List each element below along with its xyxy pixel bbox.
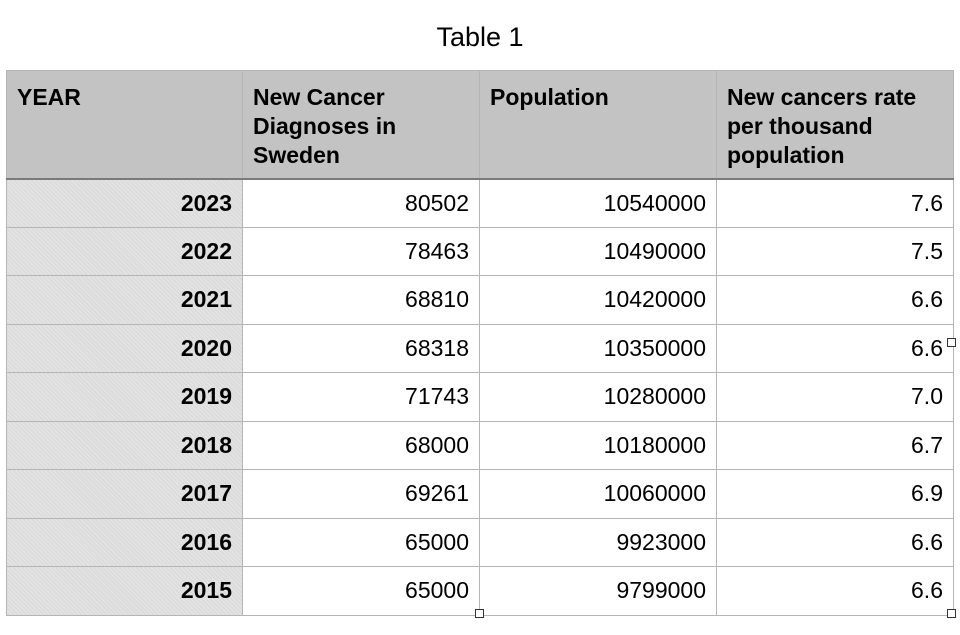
rate-cell[interactable]: 6.6 [717, 518, 954, 567]
year-cell[interactable]: 2023 [7, 179, 243, 228]
new-diagnoses-cell[interactable]: 65000 [243, 567, 480, 616]
table-row [7, 518, 954, 567]
rate-cell[interactable]: 6.6 [717, 276, 954, 325]
new-diagnoses-cell[interactable]: 78463 [243, 227, 480, 276]
table-row [7, 567, 954, 616]
header-cell-year[interactable]: YEAR [7, 71, 243, 179]
header-cell-population[interactable]: Population [480, 71, 717, 179]
year-cell[interactable]: 2022 [7, 227, 243, 276]
table-body [7, 179, 954, 616]
new-diagnoses-cell[interactable]: 80502 [243, 179, 480, 228]
new-diagnoses-cell[interactable]: 68318 [243, 324, 480, 373]
population-cell[interactable]: 10180000 [480, 421, 717, 470]
table-row [7, 470, 954, 519]
resize-handle-bottom-right[interactable] [947, 609, 956, 618]
table-row [7, 276, 954, 325]
year-cell[interactable]: 2017 [7, 470, 243, 519]
rate-cell[interactable]: 6.9 [717, 470, 954, 519]
new-diagnoses-cell[interactable]: 65000 [243, 518, 480, 567]
rate-cell[interactable]: 7.5 [717, 227, 954, 276]
header-cell-rate[interactable]: New cancers rate per thousand population [717, 71, 954, 179]
table-row [7, 373, 954, 422]
new-diagnoses-cell[interactable]: 68810 [243, 276, 480, 325]
table-header [7, 71, 954, 179]
new-diagnoses-cell[interactable]: 71743 [243, 373, 480, 422]
table-row [7, 227, 954, 276]
rate-cell[interactable]: 6.6 [717, 567, 954, 616]
population-cell[interactable]: 10420000 [480, 276, 717, 325]
population-cell[interactable]: 10350000 [480, 324, 717, 373]
population-cell[interactable]: 9923000 [480, 518, 717, 567]
population-cell[interactable]: 10060000 [480, 470, 717, 519]
table-row [7, 324, 954, 373]
population-cell[interactable]: 10540000 [480, 179, 717, 228]
rate-cell[interactable]: 7.6 [717, 179, 954, 228]
new-diagnoses-cell[interactable]: 69261 [243, 470, 480, 519]
new-diagnoses-cell[interactable]: 68000 [243, 421, 480, 470]
rate-cell[interactable]: 6.7 [717, 421, 954, 470]
year-cell[interactable]: 2020 [7, 324, 243, 373]
table-row [7, 179, 954, 228]
header-cell-new-cancer-diagnoses[interactable]: New Cancer Diagnoses in Sweden [243, 71, 480, 179]
population-cell[interactable]: 10280000 [480, 373, 717, 422]
population-cell[interactable]: 10490000 [480, 227, 717, 276]
year-cell[interactable]: 2018 [7, 421, 243, 470]
header-row [7, 71, 954, 179]
resize-handle-right-middle[interactable] [947, 338, 956, 347]
year-cell[interactable]: 2016 [7, 518, 243, 567]
year-cell[interactable]: 2015 [7, 567, 243, 616]
data-table[interactable] [6, 70, 954, 616]
resize-handle-bottom-middle[interactable] [475, 609, 484, 618]
year-cell[interactable]: 2021 [7, 276, 243, 325]
rate-cell[interactable]: 7.0 [717, 373, 954, 422]
table-title: Table 1 [436, 22, 524, 52]
table-row [7, 421, 954, 470]
rate-cell[interactable]: 6.6 [717, 324, 954, 373]
population-cell[interactable]: 9799000 [480, 567, 717, 616]
year-cell[interactable]: 2019 [7, 373, 243, 422]
